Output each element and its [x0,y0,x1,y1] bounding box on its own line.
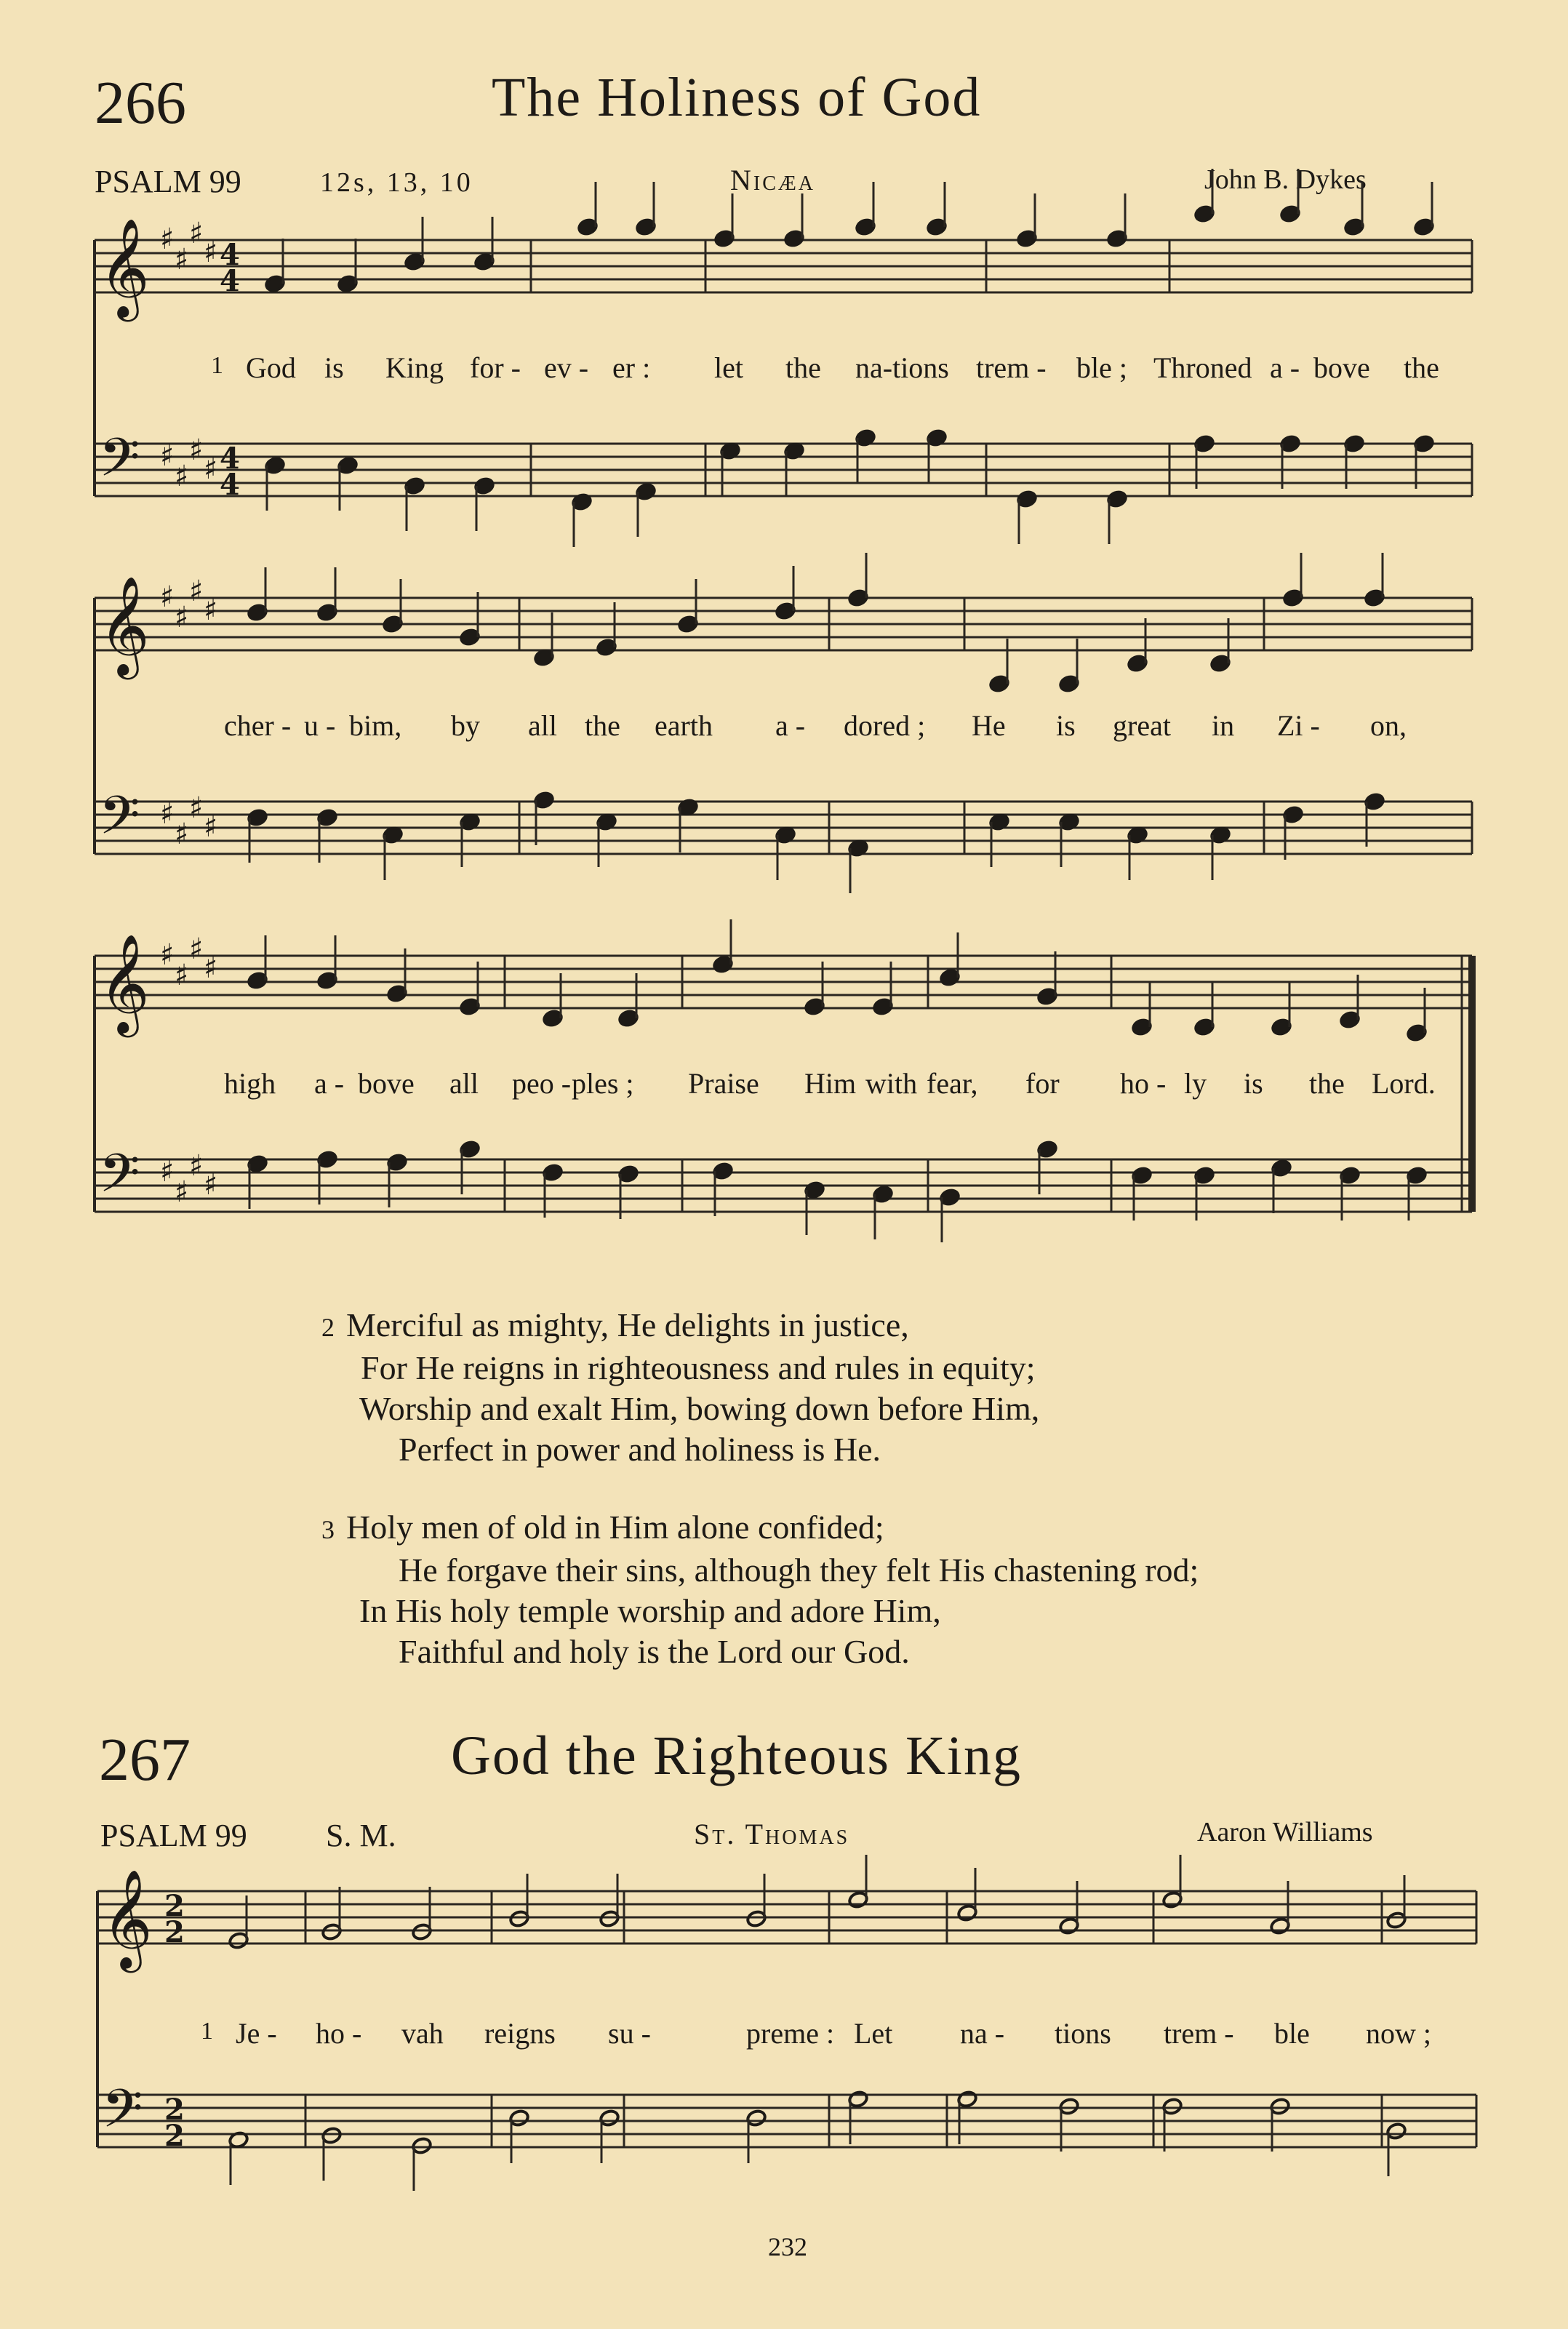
lyric-syllable: Zi - [1277,709,1320,742]
psalm-reference: PSALM 99 [100,1818,247,1853]
key-sharp: ♯ [175,818,189,851]
verse-number: 1 [201,2018,213,2045]
verse-number: 2 [321,1313,335,1342]
lyric-syllable: He [972,709,1006,742]
treble-clef-icon: 𝄞 [102,1868,153,1968]
hymn-number: 266 [95,69,186,137]
lyric-syllable: ho - [1120,1067,1167,1100]
treble-clef-icon: 𝄞 [99,575,150,675]
time-signature: 4 [220,468,240,502]
lyric-syllable: all [449,1067,479,1100]
lyric-syllable: the [785,351,821,384]
lyric-syllable: trem - [1164,2017,1234,2050]
verse-line: He forgave their sins, although they felt His chastening rod; [399,1551,1199,1589]
lyric-syllable: Praise [688,1067,759,1100]
lyric-syllable: Let [854,2017,893,2050]
key-sharp: ♯ [189,217,204,250]
lyric-syllable: ev - [544,351,589,384]
lyric-syllable: earth [655,709,713,742]
key-sharp: ♯ [204,594,218,627]
verse-line: Merciful as mighty, He delights in justice, [346,1306,909,1343]
lyric-syllable: Lord. [1372,1067,1436,1100]
lyric-syllable: Je - [236,2017,277,2050]
hymn-number: 267 [99,1726,191,1794]
meter: 12s, 13, 10 [320,167,473,198]
time-signature: 4 [220,238,240,272]
time-signature: 2 [164,1889,185,1923]
time-signature: 2 [164,2119,185,2153]
bass-clef-icon: 𝄢 [99,426,140,501]
treble-clef-icon: 𝄞 [99,932,150,1033]
treble-clef-icon: 𝄞 [99,217,150,317]
lyric-syllable: er : [612,351,651,384]
key-sharp: ♯ [189,434,204,467]
key-sharp: ♯ [160,797,175,831]
lyric-syllable: a - [314,1067,345,1100]
key-sharp: ♯ [204,810,218,844]
lyric-syllable: Throned [1153,351,1252,384]
lyric-syllable: ble ; [1076,351,1127,384]
lyric-syllable: reigns [484,2017,556,2050]
lyric-syllable: by [451,709,480,742]
key-sharp: ♯ [175,601,189,634]
verse-line: Holy men of old in Him alone confided; [346,1509,884,1546]
lyric-syllable: is [1056,709,1076,742]
lyric-syllable: all [528,709,557,742]
key-sharp: ♯ [204,951,218,985]
lyric-syllable: vah [401,2017,444,2050]
verse-number: 1 [211,352,223,379]
lyric-syllable: dored ; [844,709,926,742]
lyric-syllable: preme : [746,2017,835,2050]
key-sharp: ♯ [175,460,189,493]
lyric-syllable: cher - [224,709,292,742]
lyric-syllable: high [224,1067,276,1100]
lyric-syllable: the [585,709,620,742]
composer: Aaron Williams [1197,1817,1373,1847]
psalm-reference: PSALM 99 [95,164,241,199]
time-signature: 4 [220,264,240,298]
lyric-syllable: su - [608,2017,651,2050]
lyric-syllable: let [714,351,743,384]
lyric-syllable: u - [304,709,336,742]
key-sharp: ♯ [175,959,189,992]
key-sharp: ♯ [204,452,218,486]
lyric-syllable: God [246,351,296,384]
key-sharp: ♯ [204,236,218,269]
composer: John B. Dykes [1204,164,1367,195]
lyric-syllable: with [865,1067,918,1100]
time-signature: 4 [220,442,240,476]
tune-name: Nicæa [730,164,816,196]
lyric-syllable: is [324,351,344,384]
lyric-syllable: now ; [1366,2017,1431,2050]
bass-clef-icon: 𝄢 [99,784,140,859]
lyric-syllable: tions [1055,2017,1111,2050]
key-sharp: ♯ [189,791,204,825]
lyric-syllable: Him [804,1067,857,1100]
verse-line: For He reigns in righteousness and rules in equity; [361,1349,1036,1386]
lyric-syllable: is [1244,1067,1263,1100]
verse-line: Perfect in power and holiness is He. [399,1431,881,1468]
lyric-syllable: trem - [976,351,1047,384]
lyric-syllable: King [385,351,444,384]
lyric-syllable: the [1309,1067,1345,1100]
key-sharp: ♯ [189,1149,204,1183]
hymn-title: The Holiness of God [492,67,982,128]
time-signature: 2 [164,1915,185,1949]
lyric-syllable: ples ; [572,1067,634,1100]
meter: S. M. [326,1818,396,1853]
lyric-syllable: on, [1370,709,1407,742]
verse-line: Worship and exalt Him, bowing down before Him, [359,1390,1040,1427]
hymn-title: God the Righteous King [451,1725,1022,1786]
bass-clef-icon: 𝄢 [102,2077,143,2152]
lyric-syllable: fear, [927,1067,978,1100]
lyric-syllable: bove [358,1067,415,1100]
key-sharp: ♯ [160,938,175,972]
bass-clef-icon: 𝄢 [99,1142,140,1217]
lyric-syllable: peo - [512,1067,572,1100]
key-sharp: ♯ [204,1168,218,1202]
time-signature: 2 [164,2093,185,2127]
lyric-syllable: a - [1270,351,1300,384]
key-sharp: ♯ [189,932,204,966]
page-number: 232 [768,2232,807,2261]
lyric-syllable: the [1404,351,1439,384]
key-sharp: ♯ [160,1155,175,1189]
lyric-syllable: ho - [316,2017,362,2050]
key-sharp: ♯ [175,243,189,276]
lyric-syllable: in [1212,709,1235,742]
key-sharp: ♯ [189,575,204,608]
lyric-syllable: na-tions [855,351,949,384]
verse-line: In His holy temple worship and adore Him, [359,1592,941,1629]
verse-line: Faithful and holy is the Lord our God. [399,1633,910,1670]
lyric-syllable: na - [960,2017,1005,2050]
key-sharp: ♯ [160,439,175,473]
lyric-syllable: ly [1184,1067,1207,1100]
tune-name: St. Thomas [694,1818,850,1850]
lyric-syllable: bove [1313,351,1370,384]
lyric-syllable: for - [470,351,521,384]
lyric-syllable: great [1113,709,1171,742]
lyric-syllable: for [1025,1067,1060,1100]
lyric-syllable: a - [775,709,806,742]
lyric-syllable: ble [1274,2017,1310,2050]
key-sharp: ♯ [160,580,175,614]
key-sharp: ♯ [175,1175,189,1209]
key-sharp: ♯ [160,223,175,256]
verse-number: 3 [321,1515,335,1544]
lyric-syllable: bim, [349,709,402,742]
